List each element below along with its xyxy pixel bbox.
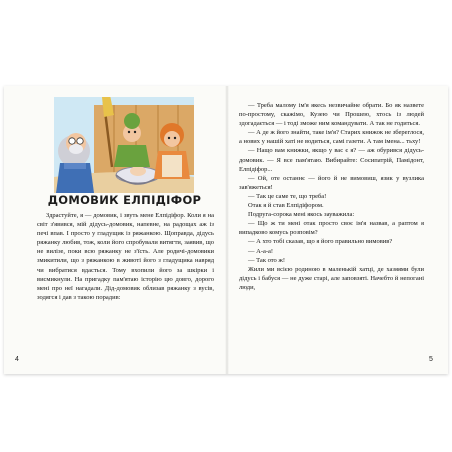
right-page-text xyxy=(239,101,424,292)
paragraph: — Що ж ти мені отак просто своє ім'я назвав, а раптом я випадково комусь розповім? xyxy=(239,220,424,237)
paragraph: — А-а-а! xyxy=(248,247,274,255)
paragraph: — Так ото ж! xyxy=(248,256,286,264)
chapter-title: ДОМОВИК ЕЛПІДІФОР xyxy=(47,193,202,207)
paragraph: — Треба малому ім'я якесь незвичайне обрати. Бо як назвете по-простому, скажімо, Кузею чи Прошею, хтось із людей здогадається — і тоді зможе ним командувати. А так не годиться. xyxy=(239,102,424,128)
paragraph: Жили ми всією родиною в маленькій хатці, де хазяями були дідусь і бабуся — не дуже старі, але заповзяті. Начебто й непогані люди, xyxy=(239,265,424,291)
paragraph: — А де ж його знайти, таке ім'я? Старих книжок не збереглося, а нових у нашій хаті не водиться, самі газети. А там імена... тьху! xyxy=(239,129,424,146)
book-spread xyxy=(4,86,448,374)
paragraph: — Ой, оте останнє — його й не вимовиш, язик у вузлика зав'яжеться! xyxy=(239,174,424,191)
paragraph: Здрастуйте, я — домовик, і звуть мене Елпідіфор. Коли я на світ з'явився, мій дідусь-домовик, напевне, на радощах аж із печі впав. І просто у гладущик із ряжанкою. Щоправда, дідусь ряжанку любив, тож, коли його спробували витягти, заявив, що не вилізе, поки всю ряжанку не з'їсть. Але родичі-домовики змикитили, що з ряжанкою в животі його з гладущика навряд чи вибратися вдасться. Тому вхопили його за шкірки і висмикнули. На пригадку пам'ятаю історію цю довго, дорого мені про неї нагадали. Дід-домовик облизав ряжанку з вусів, зодягся і дав з такою порадив: xyxy=(37,212,214,301)
domovyk-family-illustration xyxy=(54,97,194,193)
paragraph: — Так це саме те, що треба! xyxy=(248,192,327,200)
left-page xyxy=(4,86,226,374)
paragraph: — Нащо вам книжки, якщо у вас є я? — аж обурився дідусь-домовик. — Я все пам'ятаю. Вибирайте: Сосипатрій, Памідонт, Елпідіфор... xyxy=(239,147,424,173)
left-page-text xyxy=(37,211,214,302)
page-number-left: 4 xyxy=(15,356,19,363)
paragraph: Отак я й став Елпідіфором. xyxy=(248,202,324,210)
page-number-right: 5 xyxy=(429,356,433,363)
paragraph: Подруга-сорока мені якось зауважила: xyxy=(248,211,355,219)
right-page xyxy=(227,86,448,374)
paragraph: — А хто тобі сказав, що я його правильно вимовив? xyxy=(248,238,393,246)
